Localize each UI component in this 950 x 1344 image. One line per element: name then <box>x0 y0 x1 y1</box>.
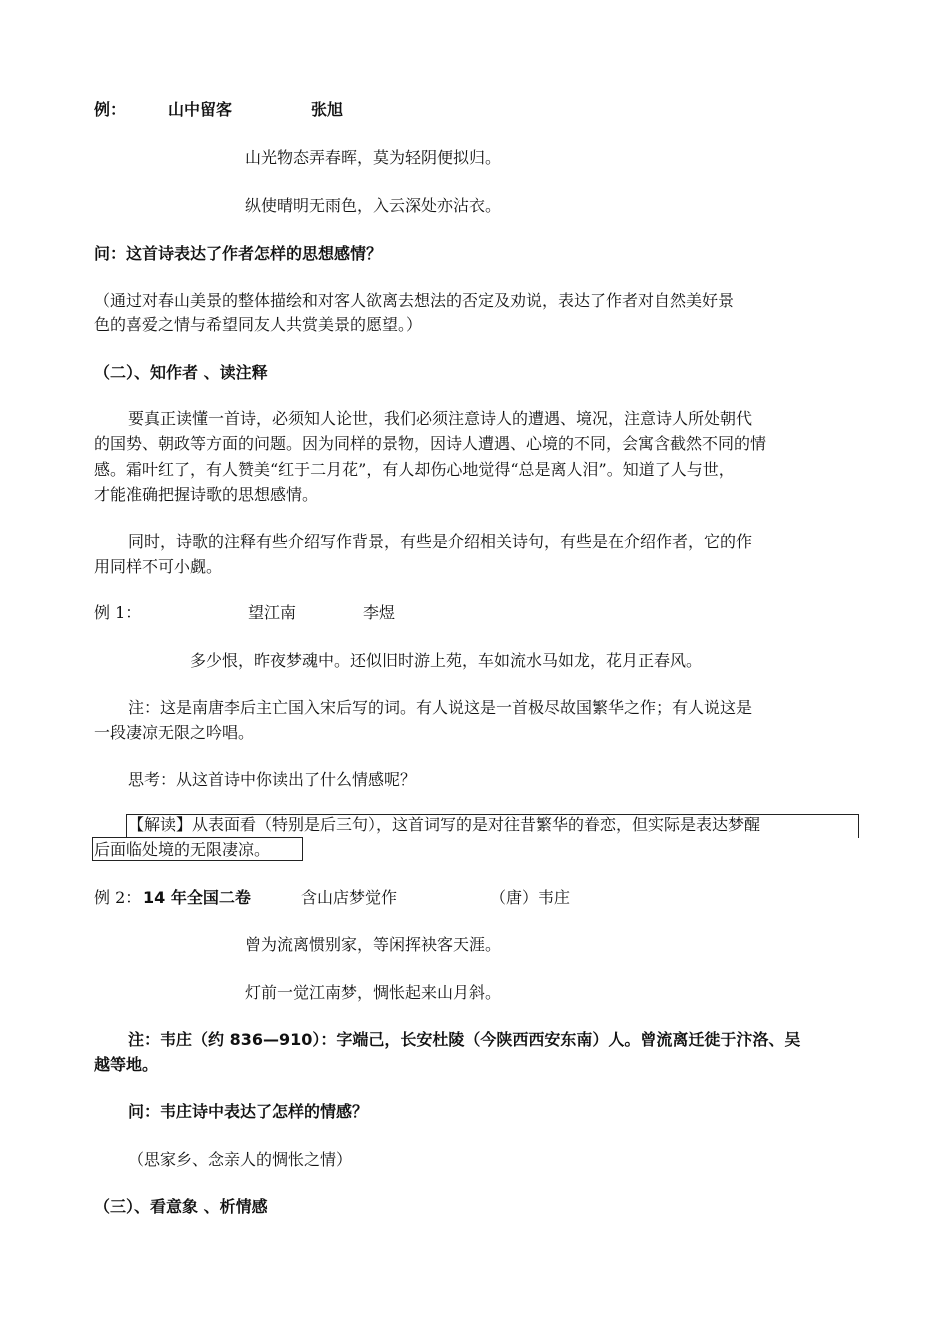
poem-author: 张旭 <box>311 100 344 119</box>
poem-author: 李煜 <box>363 603 396 622</box>
poem-line: 灯前一觉江南梦，惆怅起来山月斜。 <box>245 983 502 1002</box>
section-heading: （三）、看意象 、析情感 <box>94 1197 268 1216</box>
question: 问：这首诗表达了作者怎样的思想感情？ <box>94 244 383 263</box>
paragraph-line: 的国势、朝政等方面的问题。因为同样的景物，因诗人遭遇、心境的不同，会寓含截然不同的情 <box>94 434 767 453</box>
exam-source: 14 年全国二卷 <box>143 888 251 907</box>
paragraph-line: 用同样不可小觑。 <box>94 557 223 576</box>
poem-title: 含山店梦觉作 <box>301 888 398 907</box>
note-line: 一段凄凉无限之吟唱。 <box>94 723 255 742</box>
interpretation-line: 【解读】从表面看（特别是后三句），这首词写的是对往昔繁华的眷恋，但实际是表达梦醒 <box>128 815 761 834</box>
answer-line: （思家乡、念亲人的惆怅之情） <box>128 1150 353 1169</box>
poem-line: 山光物态弄春晖，莫为轻阴便拟归。 <box>245 148 502 167</box>
note-line: 注：韦庄（约 836—910）：字端己，长安杜陵（今陕西西安东南）人。曾流离迁徙于汴洛、吴 <box>128 1030 801 1049</box>
poem-line: 多少恨，昨夜梦魂中。还似旧时游上苑，车如流水马如龙，花月正春风。 <box>190 651 703 670</box>
poem-title: 望江南 <box>248 603 297 622</box>
answer-line: 色的喜爱之情与希望同友人共赏美景的愿望。） <box>94 315 423 334</box>
paragraph-line: 要真正读懂一首诗，必须知人论世，我们必须注意诗人的遭遇、境况，注意诗人所处朝代 <box>128 409 753 428</box>
question: 问：韦庄诗中表达了怎样的情感？ <box>128 1102 369 1121</box>
paragraph-line: 才能准确把握诗歌的思想感情。 <box>94 485 319 504</box>
note-line: 越等地。 <box>94 1055 159 1074</box>
paragraph-line: 感。霜叶红了，有人赞美“红于二月花”，有人却伤心地觉得“总是离人泪”。知道了人与世， <box>94 460 735 479</box>
poem-title: 山中留客 <box>168 100 233 119</box>
think-prompt: 思考：从这首诗中你读出了什么情感呢？ <box>128 770 417 789</box>
answer-line: （通过对春山美景的整体描绘和对客人欲离去想法的否定及劝说，表达了作者对自然美好景 <box>94 291 735 310</box>
paragraph-line: 同时，诗歌的注释有些介绍写作背景，有些是介绍相关诗句，有些是在介绍作者，它的作 <box>128 532 753 551</box>
interpretation-line: 后面临处境的无限凄凉。 <box>94 840 271 859</box>
section-heading: （二）、知作者 、读注释 <box>94 363 268 382</box>
poem-line: 纵使晴明无雨色，入云深处亦沾衣。 <box>245 196 502 215</box>
example-label: 例 1： <box>94 603 142 622</box>
example-label: 例 2： <box>94 888 142 907</box>
poem-line: 曾为流离惯别家，等闲挥袂客天涯。 <box>245 935 502 954</box>
example-label: 例： <box>94 100 127 119</box>
note-line: 注：这是南唐李后主亡国入宋后写的词。有人说这是一首极尽故国繁华之作；有人说这是 <box>128 698 753 717</box>
poem-author: （唐）韦庄 <box>490 888 571 907</box>
